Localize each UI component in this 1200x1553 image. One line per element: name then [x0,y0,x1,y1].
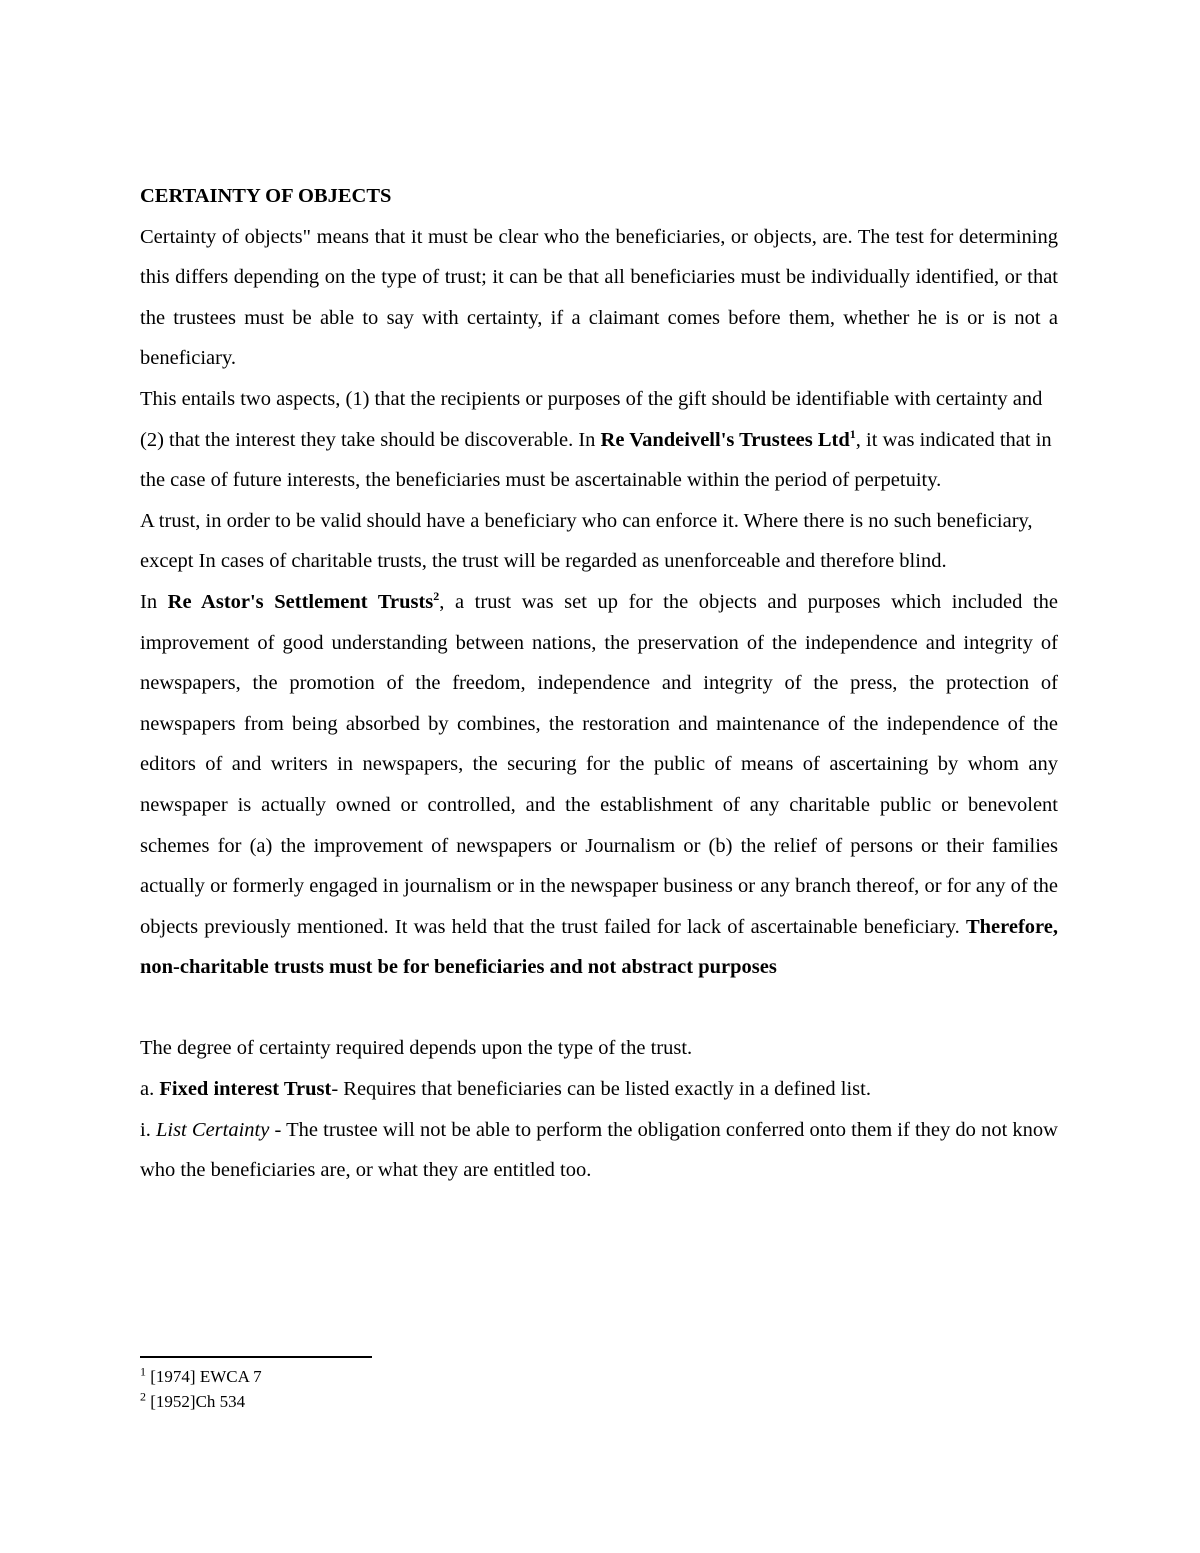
footnote-ref-2: 2 [433,589,440,604]
footnote-text: [1974] EWCA 7 [146,1367,262,1386]
paragraph-degree: The degree of certainty required depends upon the type of the trust. [140,1037,693,1060]
paragraph-definition: Certainty of objects" means that it must be clear who the beneficiaries, or objects, are. The test for determining this differs depending on the type of trust; it can be that all beneficiaries must be individually identified, or that the trustees must be able to say with certainty, if a claimant comes before them, whether he is or is not a beneficiary. [140,225,1058,370]
list-term: List Certainty [155,1118,270,1141]
footnote-mark: 2 [140,1389,146,1404]
paragraph-text: , it was indicated that in the case of future interests, the beneficiaries must be ascertainable within the period of perpetuity. [140,428,1052,492]
conclusion-text: Therefore, non-charitable trusts must be for beneficiaries and not abstract purposes [140,915,1058,979]
paragraph-astor [140,582,1058,988]
list-item-fixed-interest [140,1069,1058,1110]
paragraph-text: , a trust was set up for the objects and purposes which included the improvement of good understanding between nations, the preservation of the independence and integrity of newspapers, the promotion of the freedom, independence and integrity of the press, the protection of newspapers from being absorbed by combines, the restoration and maintenance of the independence of the editors of and writers in newspapers, the securing for the public of means of ascertaining by whom any newspaper is actually owned or controlled, and the establishment of any charitable public or benevolent schemes for (a) the improvement of newspapers or Journalism or (b) the relief of persons or their families actually or formerly engaged in journalism or in the newspaper business or any branch thereof, or for any of the objects previously mentioned. It was held that the trust failed for lack of ascertainable beneficiary. [140,590,1058,938]
case-name-vandervell: Re Vandeivell's Trustees Ltd [600,428,850,451]
list-text: - Requires that beneficiaries can be listed exactly in a defined list. [331,1078,871,1101]
paragraph-enforceability: A trust, in order to be valid should have a beneficiary who can enforce it. Where there is no such beneficiary, except In cases of charitable trusts, the trust will be regarded as unenforceable and therefore blind. [140,509,1033,573]
list-text: - The trustee will not be able to perform the obligation conferred onto them if they do not know who the beneficiaries are, or what they are entitled too. [140,1118,1058,1182]
footnote-text: [1952]Ch 534 [146,1392,246,1411]
case-name-astor: Re Astor's Settlement Trusts [167,590,434,613]
paragraph-prefix: In [140,590,168,613]
footnote-2 [140,1389,262,1414]
paragraph-two-aspects [140,379,1058,501]
list-item-list-certainty [140,1110,1058,1191]
section-heading: CERTAINTY OF OBJECTS [140,185,392,207]
list-marker: a. [140,1078,160,1101]
blank-line [140,988,1058,1029]
footnote-1 [140,1364,262,1389]
list-term: Fixed interest Trust [159,1078,332,1101]
document-body [140,176,1058,1191]
list-marker: i. [140,1118,156,1141]
footnote-ref-1: 1 [849,426,856,441]
footnote-separator [140,1356,372,1358]
footnote-mark: 1 [140,1364,146,1379]
footnotes [140,1364,262,1414]
paragraph-text: This entails two aspects, (1) that the recipients or purposes of the gift should be identifiable with certainty and (2) that the interest they take should be discoverable. In [140,387,1043,451]
